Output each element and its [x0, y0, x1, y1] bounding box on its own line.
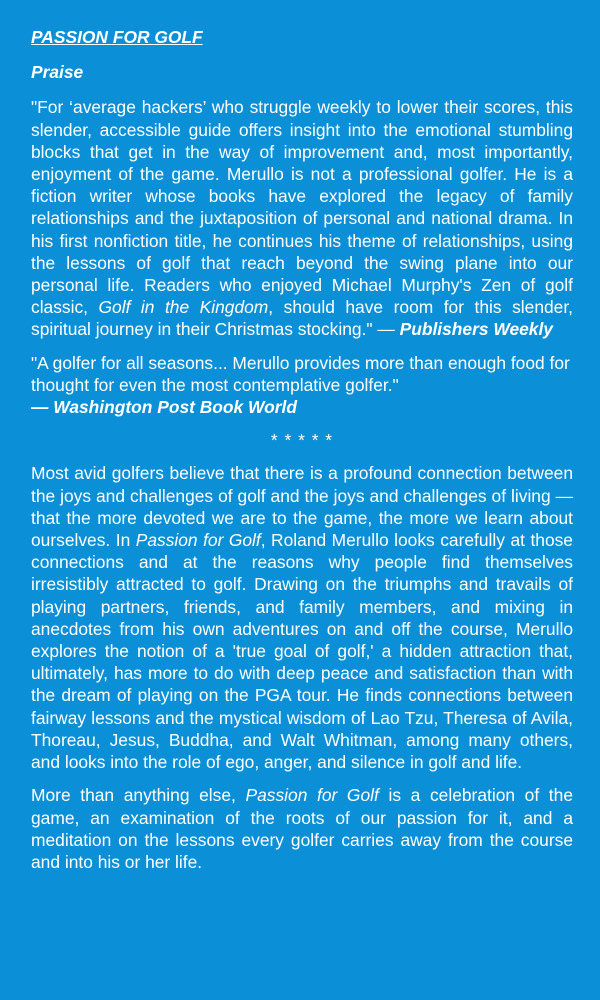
praise-heading: Praise — [31, 62, 84, 83]
quote-attribution: Publishers Weekly — [399, 319, 553, 340]
closing-text-continued: is a celebration of the game, an examination of the roots of our passion for it, and a meditation on the lessons every golfer carries away from the course and into his or her life. — [31, 785, 573, 872]
description-paragraph — [31, 462, 573, 773]
quote-text: "For ‘average hackers’ who struggle weekly to lower their scores, this slender, accessible guide offers insight into the emotional stumbling blocks that get in the way of improvement and, most importantly, enjoyment of the game. Merullo is not a professional golfer. He is a fiction writer whose books have explored the legacy of family relationships and the juxtaposition of personal and national drama. In his first nonfiction title, he continues his theme of relationships, using the lessons of golf that reach beyond the swing plane into our personal life. Readers who enjoyed Michael Murphy's Zen of golf classic, — [31, 97, 573, 318]
description-text: Most avid golfers believe that there is a profound connection between the joys and challenges of golf and the joys and challenges of living — that the more devoted we are to the game, the more we learn about ourselves. In — [31, 463, 573, 551]
description-text-continued: , Roland Merullo looks carefully at those connections and at the reasons why people find themselves irresistibly attracted to golf. Drawing on the triumphs and travails of playing partners, friends, and family members, and mixing in anecdotes from his own adventures on and off the course, Merullo explores the notion of a 'true goal of golf,' a hidden attraction that, ultimately, has more to do with deep peace and satisfaction than with the dream of playing on the PGA tour. He finds connections between fairway lessons and the mystical wisdom of Lao Tzu, Theresa of Avila, Thoreau, Jesus, Buddha, and Walt Whitman, among many others, and looks into the role of ego, anger, and silence in golf and life. — [31, 530, 573, 773]
book-title-italic: Passion for Golf — [135, 530, 261, 551]
section-divider: * * * * * — [270, 430, 334, 451]
book-title-italic: Passion for Golf — [245, 785, 379, 806]
book-title-italic: Golf in the Kingdom — [98, 297, 269, 318]
quote-attribution: — Washington Post Book World — [31, 397, 298, 418]
washington-post-quote — [31, 352, 573, 419]
closing-paragraph — [31, 784, 573, 873]
closing-text: More than anything else, — [31, 785, 246, 806]
quote-text-continued: , should have room for this slender, spiritual journey in their Christmas stocking." — — [31, 297, 574, 340]
page-title: PASSION FOR GOLF — [31, 27, 203, 47]
publishers-weekly-quote — [31, 96, 573, 340]
quote-text: "A golfer for all seasons... Merullo provides more than enough food for thought for even the most contemplative golfer." — [31, 352, 570, 395]
